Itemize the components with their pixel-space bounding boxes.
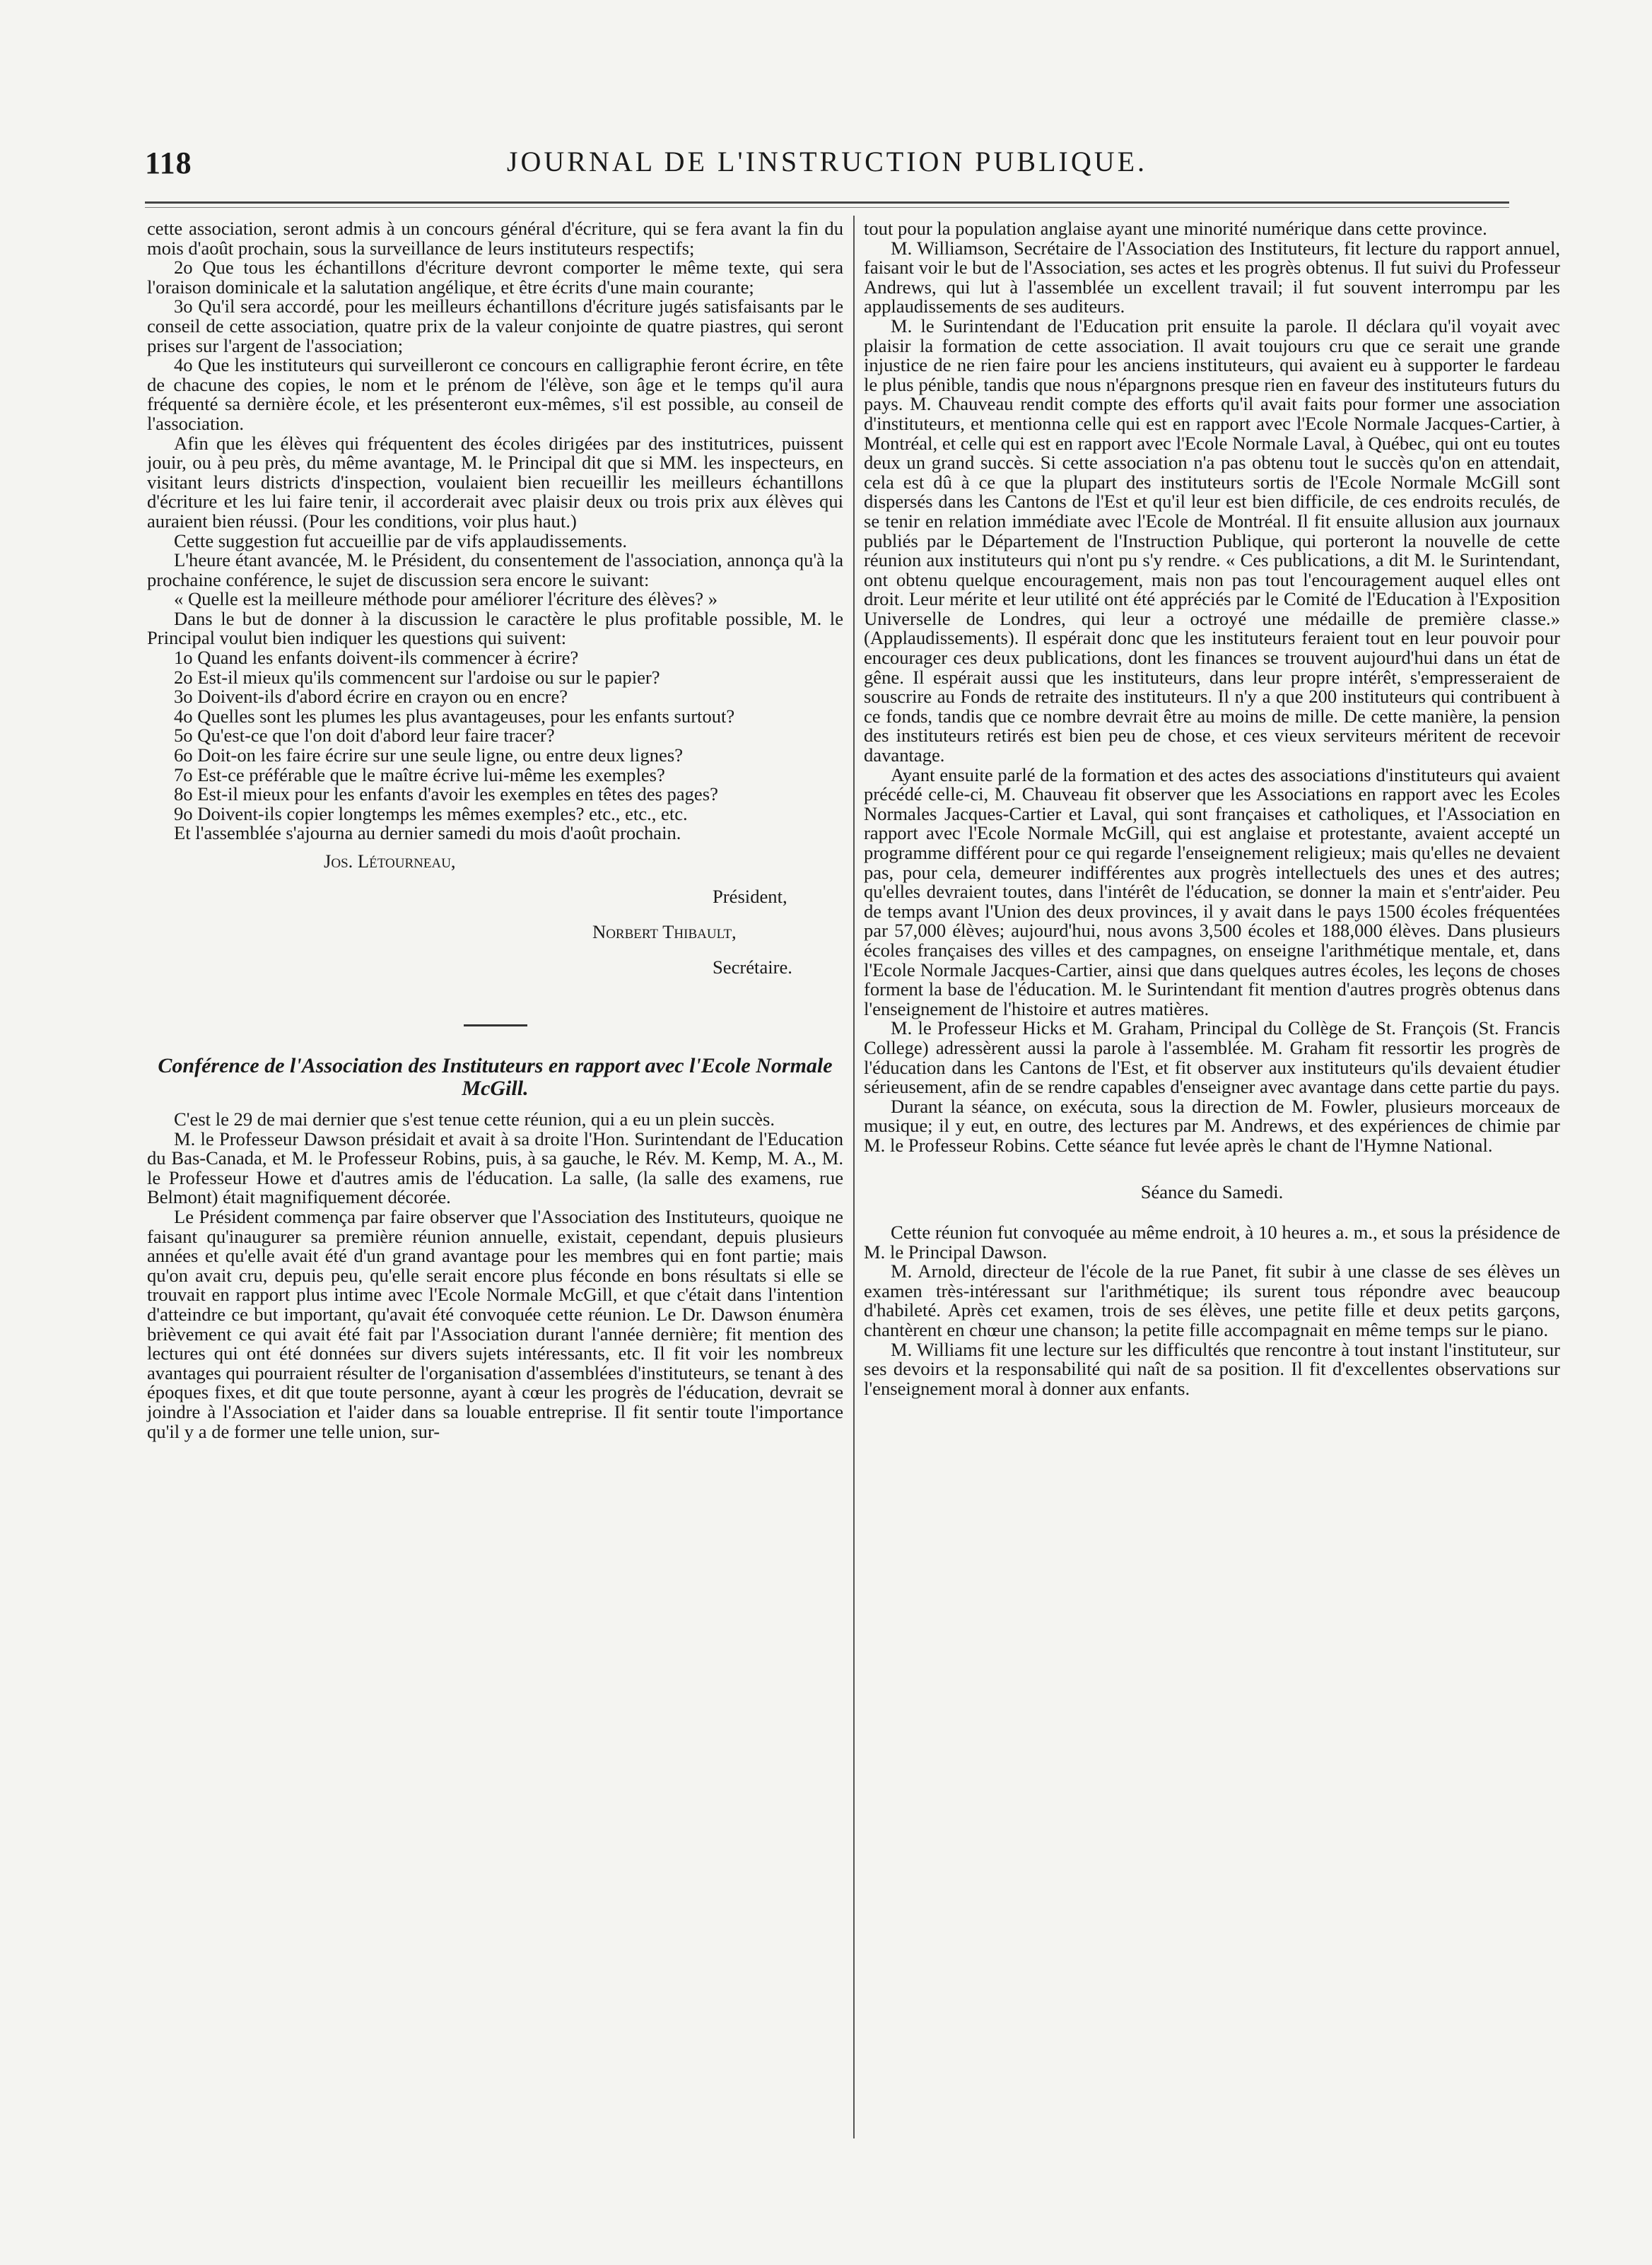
paragraph: M. Williamson, Secrétaire de l'Association des Instituteurs, fit lecture du rapport annuel, faisant voir le but de l'Association, ses actes et les progrès obtenus. Il fut suivi du Professeur Andrews, qui lut à l'assemblée un excellent travail; il fut souvent interrompu par les applaudissements de ses auditeurs. bbox=[864, 237, 1560, 317]
paragraph: 4o Que les instituteurs qui surveilleront ce concours en calligraphie feront écrire, en tête de chacune des copies, le nom et le prénom de l'élève, son âge et le temps qu'il aura fréquenté sa dernière école, et les présenteront eux-mêmes, s'il est possible, au conseil de l'association. bbox=[147, 354, 843, 434]
section-heading: Conférence de l'Association des Instituteurs en rapport avec l'Ecole Normale McGill. bbox=[158, 1054, 833, 1100]
question-item: 8o Est-il mieux pour les enfants d'avoir les exemples en têtes des pages? bbox=[174, 783, 718, 805]
paragraph: M. le Professeur Hicks et M. Graham, Principal du Collège de St. François (St. Francis College) adressèrent aussi la parole à l'assemblée. M. Graham fit ressortir les progrès de l'éducation dans les Cantons de l'Est, et fit observer aux instituteurs qu'ils devaient étudier sérieusement, afin de se rendre capables d'enseigner avec avantage dans cette partie du pays. bbox=[864, 1017, 1560, 1098]
paragraph: M. Arnold, directeur de l'école de la rue Panet, fit subir à une classe de ses élèves un examen très-intéressant sur l'arithmétique; ils surent tous répondre avec beaucoup d'habileté. Après cet examen, trois de ses élèves, une petite fille et deux petits garçons, chantèrent en chœur une chanson; la petite fille accompagnait en même temps sur le piano. bbox=[864, 1260, 1560, 1341]
paragraph: L'heure étant avancée, M. le Président, du consentement de l'association, annonça qu'à la prochaine conférence, le sujet de discussion sera encore le suivant: bbox=[147, 549, 843, 590]
paragraph: Afin que les élèves qui fréquentent des écoles dirigées par des institutrices, puissent jouir, ou à peu près, du même avantage, M. le Principal dit que si MM. les inspecteurs, en visitant leurs districts d'inspection, voulaient bien recueillir les meilleurs échantillons d'écriture et les lui faire tenir, il accorderait avec plaisir deux ou trois prix aux élèves qui auraient bien réussi. (Pour les conditions, voir plus haut.) bbox=[147, 432, 843, 532]
signature-block bbox=[147, 843, 843, 985]
paragraph: Dans le but de donner à la discussion le caractère le plus profitable possible, M. le Principal voulut bien indiquer les questions qui suivent: bbox=[147, 607, 843, 649]
paragraph: cette association, seront admis à un concours général d'écriture, qui se fera avant la fin du mois d'août prochain, sous la surveillance de leurs instituteurs respectifs; bbox=[147, 218, 843, 259]
paragraph: tout pour la population anglaise ayant une minorité numérique dans cette province. bbox=[864, 218, 1487, 239]
signature-name: Jos. Létourneau, bbox=[324, 850, 456, 872]
paragraph: Le Président commença par faire observer que l'Association des Instituteurs, quoique ne faisant qu'inaugurer sa première réunion annuelle, existait, cependant, depuis plusieurs années et qu'elle avait été d'un grand avantage pour les membres qui en font partie; mais qu'on avait cru, depuis peu, qu'elle serait encore plus féconde en bons résultats si elle se trouvait en rapport plus intime avec l'Ecole Normale McGill, et que c'était dans l'intention d'atteindre ce but important, qu'avait été convoquée cette réunion. Le Dr. Dawson énumèra brièvement ce qui avait été fait par l'Association durant l'année dernière; fit mention des lectures qui ont été données sur divers sujets intéressants, etc. Il fit voir les nombreux avantages qui pourraient résulter de l'organisation d'assemblées d'instituteurs, se tenant à des époques fixes, et dit que toute personne, ayant à cœur les progrès de l'éducation, devrait se joindre à l'Association et l'aider dans sa louable entreprise. Il fit sentir toute l'importance qu'il y a de former une telle union, sur- bbox=[147, 1205, 843, 1442]
right-column bbox=[864, 219, 1560, 1398]
paragraph: Cette suggestion fut accueillie par de vifs applaudissements. bbox=[174, 529, 628, 551]
signature-role: Secrétaire. bbox=[713, 956, 792, 978]
left-column bbox=[147, 219, 843, 1441]
question-item: 9o Doivent-ils copier longtemps les mêmes exemples? etc., etc., etc. bbox=[174, 802, 688, 824]
question-item: 3o Doivent-ils d'abord écrire en crayon ou en encre? bbox=[174, 686, 568, 708]
paragraph: 3o Qu'il sera accordé, pour les meilleurs échantillons d'écriture jugés satisfaisants par le conseil de cette association, quatre prix de la valeur conjointe de quatre piastres, qui seront prises sur l'argent de l'association; bbox=[147, 295, 843, 356]
paragraph: M. Williams fit une lecture sur les difficultés que rencontre à tout instant l'instituteur, sur ses devoirs et la responsabilité qui naît de sa position. Il fit d'excellentes observations sur l'enseignement moral à donner aux enfants. bbox=[864, 1338, 1560, 1399]
question-item: 2o Est-il mieux qu'ils commencent sur l'ardoise ou sur le papier? bbox=[174, 666, 660, 688]
paragraph: Cette réunion fut convoquée au même endroit, à 10 heures a. m., et sous la présidence de M. le Principal Dawson. bbox=[864, 1222, 1560, 1263]
header-rule-thin bbox=[145, 207, 1509, 208]
paragraph: M. le Surintendant de l'Education prit ensuite la parole. Il déclara qu'il voyait avec plaisir la formation de cette association. Il avait toujours cru que ce serait une grande injustice de ne rien faire pour les anciens instituteurs, qui avaient eu à supporter le fardeau le plus pénible, tandis que nous n'épargnons presque rien en faveur des instituteurs futurs du pays. M. Chauveau rendit compte des efforts qu'il avait faits pour former une association d'instituteurs, et mentionna celle qui est en rapport avec l'Ecole Normale Jacques-Cartier, à Montréal, et celle qui est en rapport avec l'Ecole Normale Laval, à Québec, qui ont eu toutes deux un grand succès. Si cette association n'a pas obtenu tout le succès qu'on en attendait, cela est dû à ce que la plupart des instituteurs sortis de l'Ecole Normale McGill sont dispersés dans les Cantons de l'Est et qu'il leur est bien difficile, de ces endroits reculés, de se tenir en relation immédiate avec l'Ecole de Montréal. Il fit ensuite allusion aux journaux publiés par le Département de l'Instruction Publique, qui porteront la nouvelle de cette réunion aux instituteurs qui n'ont pu s'y rendre. « Ces publications, a dit M. le Surintendant, ont obtenu quelque encouragement, mais non pas tout l'encouragement auquel elles ont droit. Leur mérite et leur utilité ont été appréciés par le Comité de l'Education à l'Exposition Universelle de Londres, qui leur a octroyé une médaille de première classe.» (Applaudissements). Il espérait donc que les instituteurs feraient tout en leur pouvoir pour encourager ces deux publications, dont les finances se trouvent aujourd'hui dans un état de gêne. Il espérait aussi que les instituteurs, dans leur propre intérêt, s'empresseraient de souscrire au Fonds de retraite des instituteurs. Il n'y a que 200 instituteurs qui contribuent à ce fonds, tandis que ce nombre devrait être au moins de mille. De cette manière, la pension des instituteurs retirés est bien peu de chose, et ces vieux serviteurs méritent de recevoir davantage. bbox=[864, 315, 1560, 766]
paragraph: 2o Que tous les échantillons d'écriture devront comporter le même texte, qui sera l'oraison dominicale et la salutation angélique, et être écrits d'une main courante; bbox=[147, 257, 843, 298]
signature-name: Norbert Thibault, bbox=[592, 921, 737, 942]
paragraph: « Quelle est la meilleure méthode pour améliorer l'écriture des élèves? » bbox=[174, 588, 718, 610]
subheading: Séance du Samedi. bbox=[1140, 1181, 1284, 1202]
journal-title: JOURNAL DE L'INSTRUCTION PUBLIQUE. bbox=[506, 146, 1148, 177]
page-header bbox=[145, 145, 1509, 187]
paragraph: M. le Professeur Dawson présidait et avait à sa droite l'Hon. Surintendant de l'Education du Bas-Canada, et M. le Professeur Robins, puis, à sa gauche, le Rév. M. Kemp, M. A., M. le Professeur Howe et d'autres amis de l'éducation. La salle, (la salle des examens, rue Belmont) était magnifiquement décorée. bbox=[147, 1128, 843, 1208]
question-item: 7o Est-ce préférable que le maître écrive lui-même les exemples? bbox=[174, 763, 665, 785]
question-item: 6o Doit-on les faire écrire sur une seule ligne, ou entre deux lignes? bbox=[174, 744, 683, 766]
paragraph: C'est le 29 de mai dernier que s'est tenue cette réunion, qui a eu un plein succès. bbox=[174, 1108, 775, 1130]
signature-role: Président, bbox=[713, 886, 787, 907]
question-item: 5o Qu'est-ce que l'on doit d'abord leur faire tracer? bbox=[174, 725, 555, 747]
page-number: 118 bbox=[145, 146, 192, 180]
question-item: 4o Quelles sont les plumes les plus avantageuses, pour les enfants surtout? bbox=[174, 705, 735, 727]
question-item: 1o Quand les enfants doivent-ils commencer à écrire? bbox=[174, 647, 579, 669]
section-separator bbox=[464, 1024, 527, 1026]
paragraph: Et l'assemblée s'ajourna au dernier samedi du mois d'août prochain. bbox=[174, 822, 681, 844]
paragraph: Ayant ensuite parlé de la formation et des actes des associations d'instituteurs qui avaient précédé celle-ci, M. Chauveau fit observer que les Associations en rapport avec les Ecoles Normales Jacques-Cartier et Laval, qui sont françaises et catholiques, et l'Association en rapport avec l'Ecole Normale McGill, qui est anglaise et protestante, avaient accepté un programme différent pour ce qui regarde l'enseignement religieux; mais qu'elles ne devaient pas, pour cela, demeurer indifférentes aux progrès intellectuels des unes et des autres; qu'elles devraient toutes, dans l'intérêt de l'éducation, se donner la main et s'entr'aider. Peu de temps avant l'Union des deux provinces, il y avait dans le pays 1500 écoles fréquentées par 57,000 élèves; aujourd'hui, nous avons 3,500 écoles et 188,000 élèves. Dans plusieurs écoles françaises des villes et des campagnes, on enseigne l'arithmétique mentale, et, dans l'Ecole Normale Jacques-Cartier, ainsi que dans quelques autres écoles, les leçons de choses forment la base de l'éducation. M. le Surintendant fit mention d'autres progrès obtenus dans l'enseignement de l'histoire et autres matières. bbox=[864, 763, 1560, 1019]
paragraph: Durant la séance, on exécuta, sous la direction de M. Fowler, plusieurs morceaux de musique; il y eut, en outre, des lectures par M. Andrews, et des expériences de chimie par M. le Professeur Robins. Cette séance fut levée après le chant de l'Hymne National. bbox=[864, 1095, 1560, 1156]
header-rule bbox=[145, 201, 1509, 204]
column-divider bbox=[853, 216, 855, 2138]
